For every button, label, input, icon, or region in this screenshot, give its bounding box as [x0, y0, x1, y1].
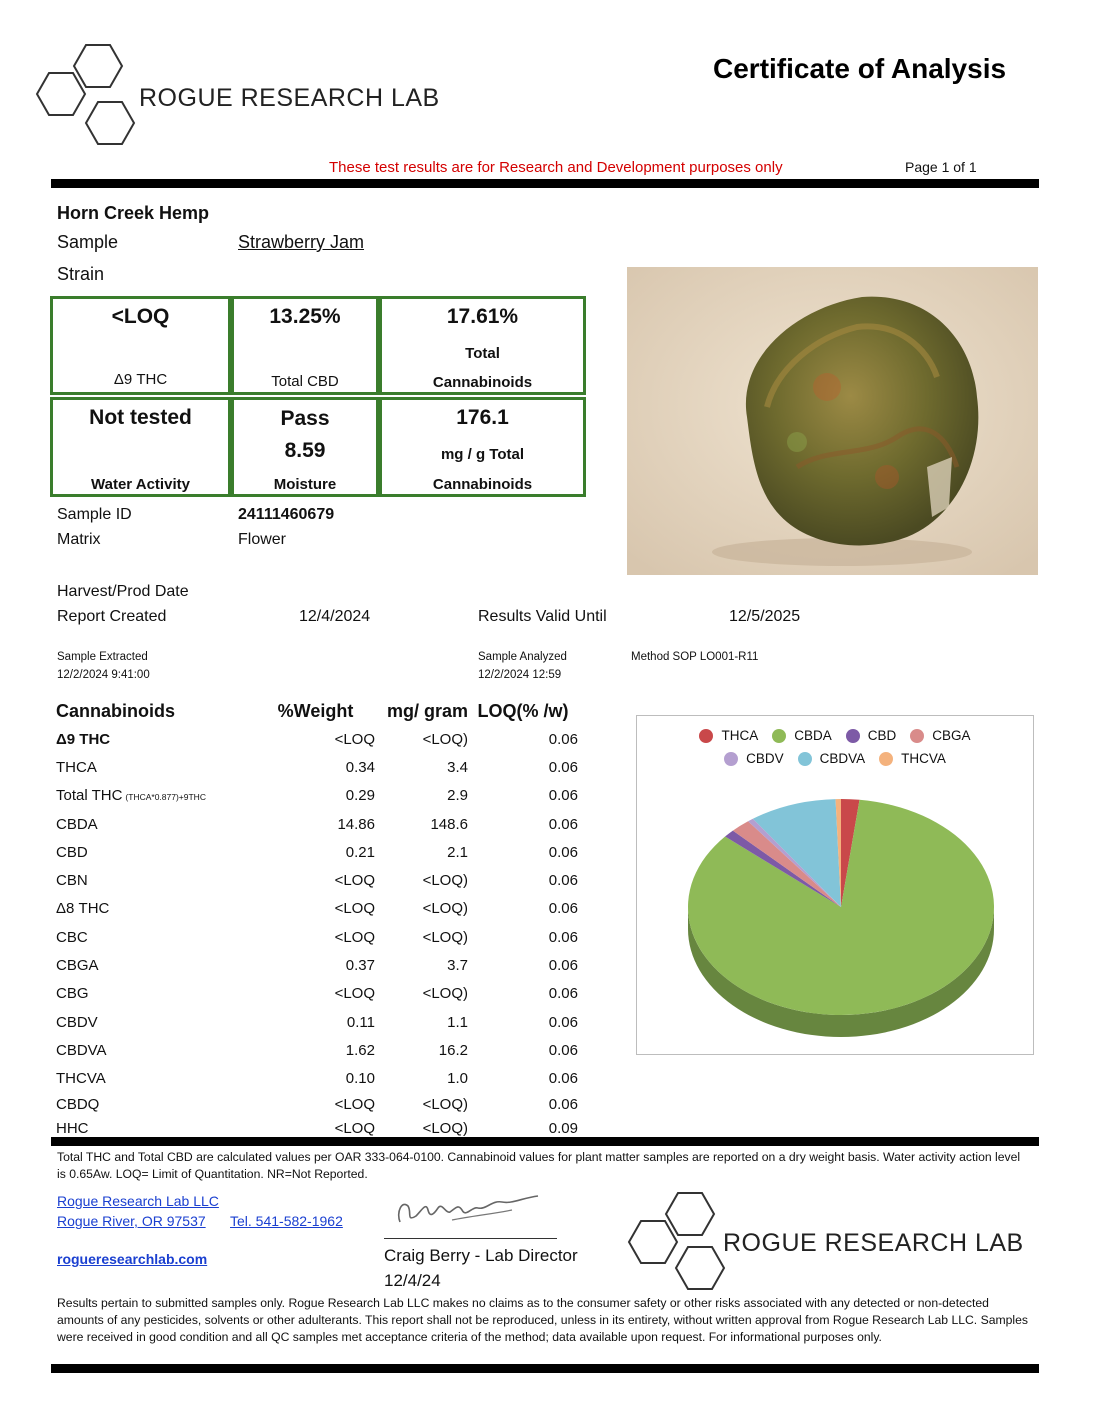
legend-label: CBDVA: [819, 751, 866, 766]
mg-value: 148.6: [430, 815, 468, 833]
table-row: [56, 1036, 578, 1064]
mg-per-gram-value: 176.1: [456, 406, 509, 429]
cannabinoid-name: [56, 895, 256, 923]
company-link[interactable]: Rogue Research Lab LLC: [57, 1193, 219, 1209]
cannabinoid-name: [56, 866, 256, 894]
header-divider: [51, 179, 1039, 188]
table-row: [56, 753, 578, 781]
header-cannabinoids: Cannabinoids: [56, 700, 176, 721]
mg-value: 3.4: [447, 758, 468, 776]
total-cbd-box: [231, 296, 379, 395]
total-cbd-value: 13.25%: [269, 305, 341, 328]
mg-value: <LOQ): [422, 985, 468, 1003]
total-cannabinoids-value: 17.61%: [446, 305, 519, 328]
cannabinoid-name-text: CBGA: [56, 957, 99, 975]
calculation-note: Total THC and Total CBD are calculated values per OAR 333-064-0100. Cannabinoid values for plant matter samples are reported on a dry weight basis. Water activity action level is 0.65Aw. LOQ= Limit of Quantitation. NR=Not Reported.: [57, 1150, 1021, 1181]
phone-link[interactable]: Tel. 541-582-1962: [230, 1213, 343, 1229]
method-reference: Method SOP LO001-R11: [631, 651, 759, 663]
loq-value: 0.06: [548, 843, 578, 861]
moisture-label: Moisture: [273, 476, 337, 493]
table-row: [56, 980, 578, 1008]
lab-logo-text: ROGUE RESEARCH LAB: [139, 84, 440, 112]
total-cbd-label: Total CBD: [271, 373, 339, 390]
cannabinoid-name: [56, 1065, 256, 1093]
cannabinoid-name-text: THCA: [56, 758, 97, 776]
hexagon-logo-icon: [34, 40, 144, 155]
total-cannabinoids-label-2: Cannabinoids: [432, 374, 533, 391]
cannabinoid-name: [56, 923, 256, 951]
mg-value: <LOQ): [422, 730, 468, 748]
table-row: [56, 951, 578, 979]
address-link[interactable]: Rogue River, OR 97537: [57, 1213, 206, 1229]
cannabinoid-name-text: CBDA: [56, 815, 98, 833]
harvest-date-label: Harvest/Prod Date: [57, 583, 189, 600]
d9thc-label: Δ9 THC: [113, 371, 168, 388]
weight-value: <LOQ: [334, 928, 375, 946]
mg-value: <LOQ): [422, 1096, 468, 1114]
loq-value: 0.06: [548, 1041, 578, 1059]
loq-value: 0.06: [548, 758, 578, 776]
mg-value: 2.9: [447, 787, 468, 805]
table-row: [56, 895, 578, 923]
moisture-status: Pass: [280, 407, 330, 430]
table-header-row: [56, 697, 578, 725]
report-created-value: 12/4/2024: [299, 608, 371, 625]
footer-divider-top: [51, 1137, 1039, 1146]
loq-value: 0.06: [548, 815, 578, 833]
cannabinoid-name-text: Total THC: [56, 787, 123, 805]
table-row: [56, 866, 578, 894]
cannabinoid-name: [56, 782, 256, 810]
report-created-label: Report Created: [57, 608, 167, 625]
research-disclaimer: These test results are for Research and Development purposes only: [329, 159, 783, 176]
total-cannabinoids-label-1: Total: [465, 345, 500, 362]
legend-label: THCVA: [901, 751, 946, 766]
cannabinoid-name-text: CBDVA: [56, 1041, 107, 1059]
sample-value: Strawberry Jam: [238, 232, 365, 252]
cannabinoid-name: [56, 1008, 256, 1036]
matrix-value: Flower: [238, 531, 287, 548]
loq-value: 0.06: [548, 1013, 578, 1031]
loq-value: 0.09: [548, 1119, 578, 1137]
cannabinoid-table: [56, 697, 578, 1140]
cannabinoid-name: [56, 753, 256, 781]
sample-analyzed-value: 12/2/2024 12:59: [478, 669, 562, 681]
loq-value: 0.06: [548, 900, 578, 918]
header-loq: LOQ(% /w): [477, 700, 569, 721]
table-row: [56, 923, 578, 951]
cannabinoid-name-text: Δ8 THC: [56, 900, 110, 918]
valid-until-value: 12/5/2025: [729, 608, 801, 625]
weight-value: 0.34: [345, 758, 375, 776]
table-row: [56, 1093, 578, 1117]
sample-label: Sample: [57, 232, 119, 252]
cannabinoid-name-text: CBDV: [56, 1013, 98, 1031]
moisture-box: [231, 397, 379, 497]
weight-value: 1.62: [345, 1041, 375, 1059]
mg-per-gram-label-1: mg / g Total: [440, 446, 525, 463]
weight-value: <LOQ: [334, 872, 375, 890]
weight-value: 0.37: [345, 957, 375, 975]
valid-until-label: Results Valid Until: [478, 608, 607, 625]
water-activity-label: Water Activity: [91, 476, 190, 493]
cannabinoid-name: [56, 838, 256, 866]
legend-label: CBGA: [932, 728, 971, 743]
water-activity-value: Not tested: [89, 406, 192, 429]
moisture-value: 8.59: [284, 439, 326, 462]
sample-id-value: 24111460679: [238, 506, 335, 523]
weight-value: <LOQ: [334, 1096, 375, 1114]
table-row: [56, 838, 578, 866]
loq-value: 0.06: [548, 985, 578, 1003]
table-row: [56, 782, 578, 810]
weight-value: 0.29: [345, 787, 375, 805]
signature-line: [384, 1238, 557, 1239]
weight-value: <LOQ: [334, 985, 375, 1003]
signature-date: 12/4/24: [384, 1271, 441, 1290]
mg-value: <LOQ): [422, 900, 468, 918]
client-name: Horn Creek Hemp: [57, 203, 210, 223]
pie-svg: [637, 716, 1033, 1054]
cannabinoid-name: [56, 1093, 256, 1117]
weight-value: 0.21: [345, 843, 375, 861]
table-row: [56, 1065, 578, 1093]
legend-label: THCA: [721, 728, 759, 743]
mg-per-gram-label-2: Cannabinoids: [432, 476, 533, 493]
mg-value: <LOQ): [422, 872, 468, 890]
table-row: [56, 810, 578, 838]
cannabinoid-name-text: THCVA: [56, 1070, 106, 1088]
loq-value: 0.06: [548, 872, 578, 890]
cannabinoid-name: [56, 980, 256, 1008]
sample-extracted-value: 12/2/2024 9:41:00: [57, 669, 150, 681]
loq-value: 0.06: [548, 928, 578, 946]
cannabinoid-name-text: CBN: [56, 872, 88, 890]
weight-value: 0.11: [346, 1013, 375, 1031]
loq-value: 0.06: [548, 1070, 578, 1088]
legend-label: CBDA: [794, 728, 832, 743]
strain-label: Strain: [57, 264, 105, 284]
mg-value: 16.2: [438, 1041, 468, 1059]
cannabinoid-name: [56, 725, 256, 753]
matrix-label: Matrix: [57, 531, 101, 548]
legal-disclaimer: Results pertain to submitted samples only. Rogue Research Lab LLC makes no claims as to the consumer safety or other risks associated with any detected or non-detected amounts of any pesticides, solvents or other adulterants. This report shall not be reproduced, unless in its entirety, without written approval from Rogue Research Lab LLC. Samples were received in good condition and all QC samples met acceptance criteria of the method; data available upon request. For informational purposes only.: [57, 1296, 1028, 1344]
legend-label: CBDV: [746, 751, 784, 766]
weight-value: <LOQ: [334, 1119, 375, 1137]
footer-lab-logo-text: ROGUE RESEARCH LAB: [723, 1229, 1024, 1257]
cannabinoid-name-text: CBG: [56, 985, 89, 1003]
signer-name: Craig Berry - Lab Director: [384, 1246, 578, 1265]
table-row: [56, 725, 578, 753]
total-cannabinoids-box: [379, 296, 586, 395]
header-mg-gram: mg/ gram: [386, 700, 468, 721]
cannabinoid-formula: (THCA*0.877)+9THC: [125, 792, 206, 803]
cannabinoid-name-text: CBD: [56, 843, 88, 861]
loq-value: 0.06: [548, 957, 578, 975]
loq-value: 0.06: [548, 730, 578, 748]
cannabinoid-name: [56, 1036, 256, 1064]
loq-value: 0.06: [548, 787, 578, 805]
loq-value: 0.06: [548, 1096, 578, 1114]
mg-value: <LOQ): [422, 1119, 468, 1137]
sample-id-label: Sample ID: [57, 506, 132, 523]
mg-value: 1.1: [447, 1013, 468, 1031]
weight-value: 14.86: [337, 815, 375, 833]
mg-value: 1.0: [447, 1070, 468, 1088]
water-activity-box: [50, 397, 231, 497]
footer-divider-bottom: [51, 1364, 1039, 1373]
cannabinoid-name-text: Δ9 THC: [56, 730, 111, 748]
cannabinoid-pie-chart: [636, 715, 1034, 1055]
mg-value: 2.1: [447, 843, 468, 861]
cannabinoid-name: [56, 810, 256, 838]
footer-hexagon-logo-icon: [626, 1190, 736, 1295]
cannabinoid-name-text: CBC: [56, 928, 88, 946]
mg-per-gram-box: [379, 397, 586, 497]
d9thc-box: [50, 296, 231, 395]
cannabinoid-name-text: HHC: [56, 1119, 89, 1137]
page-number: Page 1 of 1: [905, 159, 977, 175]
page-title: Certificate of Analysis: [713, 53, 1007, 84]
cannabinoid-name: [56, 951, 256, 979]
weight-value: <LOQ: [334, 900, 375, 918]
signature-icon: [392, 1192, 552, 1232]
header-weight: %Weight: [277, 700, 354, 721]
sample-photo: [627, 267, 1038, 575]
d9thc-value: <LOQ: [111, 305, 170, 328]
weight-value: 0.10: [345, 1070, 375, 1088]
sample-extracted-label: Sample Extracted: [57, 651, 148, 663]
mg-value: <LOQ): [422, 928, 468, 946]
mg-value: 3.7: [447, 957, 468, 975]
weight-value: <LOQ: [334, 730, 375, 748]
legend-label: CBD: [867, 728, 897, 743]
sample-analyzed-label: Sample Analyzed: [478, 651, 567, 663]
cannabinoid-name-text: CBDQ: [56, 1096, 100, 1114]
table-row: [56, 1008, 578, 1036]
website-link[interactable]: rogueresearchlab.com: [57, 1251, 208, 1267]
